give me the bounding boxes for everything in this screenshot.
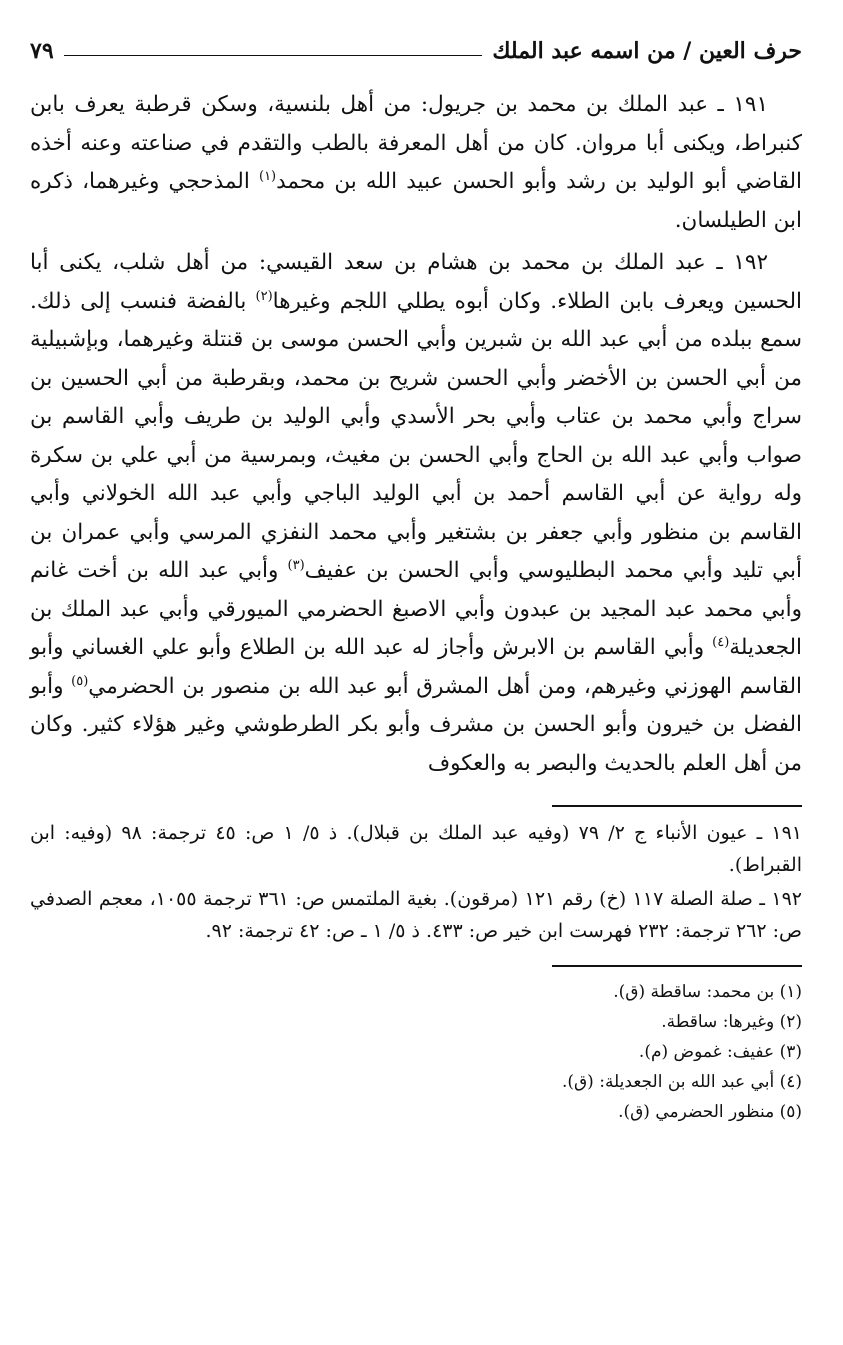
footnote-ref: (١) xyxy=(258,168,277,184)
footnote-ref: (٥) xyxy=(71,673,89,689)
entry-text: ١٩١ ـ عبد الملك بن محمد بن جريول: من أهل بلنسية، وسكن قرطبة يعرف بابن كنبراط، ويكنى أبا مروان. كان من أهل المعرفة بالطب والتقدم في صناعته وعنه أخذه القاضي أبو الوليد بن رشد وأبو الحسن عبيد الله بن محمد xyxy=(30,92,802,194)
footnote-1: (١) بن محمد: ساقطة (ق). xyxy=(613,982,802,1002)
footnote-3: (٣) عفيف: غموض (م). xyxy=(638,1042,802,1062)
entry-text: وأبي القاسم بن الابرش وأجاز له عبد الله بن الطلاع وأبو علي الغساني وأبو القاسم الهوزني وغيرهم، ومن أهل المشرق أبو عبد الله بن منصور بن الحضرمي xyxy=(30,635,803,699)
sources-divider xyxy=(552,805,802,807)
entry-text: ١٩٢ ـ عبد الملك بن محمد بن هشام بن سعد القيسي: من أهل شلب، يكنى أبا الحسين ويعرف بابن الطلاء. وكان أبوه يطلي اللجم وغيرها xyxy=(30,250,802,314)
page-number: ٧٩ xyxy=(30,38,54,64)
footnote-ref: (٤) xyxy=(712,634,730,650)
entry-text: وأبو الفضل بن خيرون وأبو الحسن بن مشرف وأبو بكر الطرطوشي وغير هؤلاء كثير. وكان من أهل العلم بالحديث والبصر به والعكوف xyxy=(30,673,802,776)
footnote-ref: (٢) xyxy=(255,288,273,304)
book-page xyxy=(30,24,802,1127)
entry-text: بالفضة فنسب إلى ذلك. سمع ببلده من أبي عبد الله بن شبرين وأبي الحسن موسى بن قنتلة وغيرهما، وبإشبيلية من أبي الحسن بن الأخضر وأبي الحسن شريح بن محمد، وبقرطبة من أبي الحسين بن سراج وأبي محمد بن عتاب وأبي بحر الأسدي وأبي الوليد بن طريف وأبي القاسم بن صواب وأبي عبد الله بن الحاج وأبي الحسن بن مغيث، وبمرسية من أبي علي بن سكرة وله رواية عن أبي القاسم أحمد بن أبي الوليد الباجي وأبي عبد الله الخولاني وأبي القاسم بن منظور وأبي جعفر بن بشتغير وأبي محمد النفزي المرسي وأبي عمران بن أبي تليد وأبي محمد البطليوسي وأبي الحسن بن عفيف xyxy=(30,288,802,583)
footnote-4: (٤) أبي عبد الله بن الجعديلة: (ق). xyxy=(561,1072,802,1092)
source-entry-192: ١٩٢ ـ صلة الصلة ١١٧ (خ) رقم ١٢١ (مرقون). بغية الملتمس ص: ٣٦١ ترجمة ١٠٥٥، معجم الصدفي ص: ٢٦٢ ترجمة: ٢٣٢ فهرست ابن خير ص: ٤٣٣. ذ ٥/ ١ ـ ص: ٤٢ ترجمة: ٩٢. xyxy=(30,888,802,942)
footnotes-divider xyxy=(552,965,802,967)
entry-text: المذحجي وغيرهما، ذكره ابن الطيلسان. xyxy=(30,169,802,233)
running-head xyxy=(30,24,802,64)
running-head-rule xyxy=(64,55,483,56)
entry-text: وأبي عبد الله بن أخت غانم وأبي محمد عبد المجيد بن عبدون وأبي الاصبغ الحضرمي الميورقي وأبي عبد الملك بن الجعديلة xyxy=(30,558,802,660)
source-entry-191: ١٩١ ـ عيون الأنباء ج ٢/ ٧٩ (وفيه عبد الملك بن قبلال). ذ ٥/ ١ ص: ٤٥ ترجمة: ٩٨ (وفيه: ابن القبراط). xyxy=(30,822,803,876)
footnotes-section xyxy=(30,977,802,1127)
sources-section xyxy=(30,817,802,947)
footnote-ref: (٣) xyxy=(287,557,305,573)
running-head-title: حرف العين / من اسمه عبد الملك xyxy=(492,38,802,64)
entry-191 xyxy=(30,86,802,240)
footnote-5: (٥) منظور الحضرمي (ق). xyxy=(618,1102,802,1122)
footnote-2: (٢) وغيرها: ساقطة. xyxy=(661,1012,802,1032)
entry-192 xyxy=(30,244,802,783)
main-text xyxy=(30,86,802,783)
